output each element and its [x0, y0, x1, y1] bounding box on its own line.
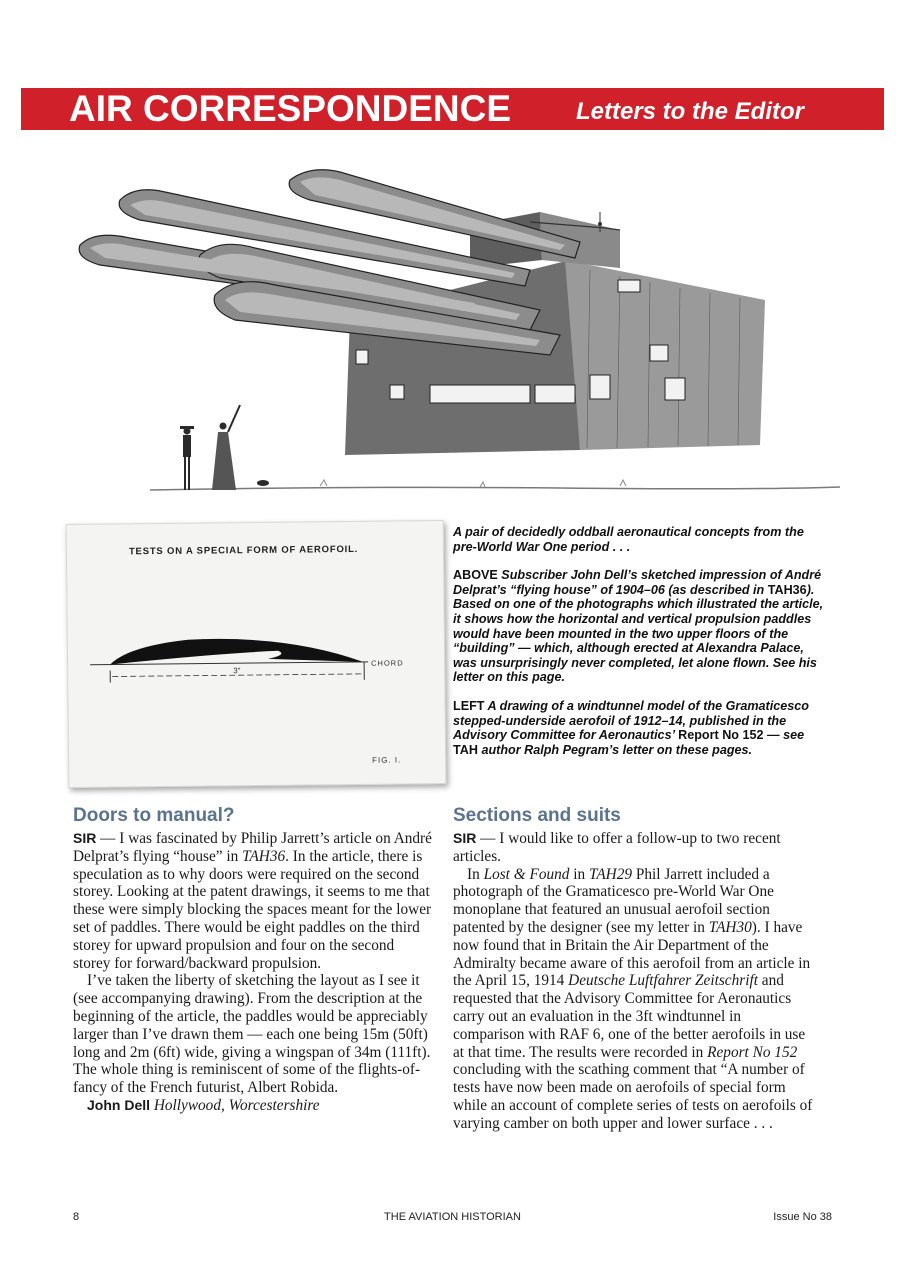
- letter-paragraph: I’ve taken the liberty of sketching the layout as I see it (see accompanying drawing). From the description at the beginning of the article, the paddles would be appreciably larger than I’ve drawn them — each one being 15m (50ft) long and 2m (6ft) wide, giving a wingspan of 34m (111ft). The whole thing is reminiscent of some of the flights-of-fancy of the French futurist, Albert Robida.: [73, 972, 431, 1097]
- letter-sections-and-suits: [453, 806, 813, 1133]
- aerofoil-figure: [66, 520, 447, 788]
- caption-intro: A pair of decidedly oddball aeronautical concepts from the pre-World War One period . . .: [453, 525, 804, 554]
- letter-paragraph: SIR — I would like to offer a follow-up to two recent articles.: [453, 830, 781, 865]
- issue-number: Issue No 38: [773, 1211, 832, 1223]
- page-number: 8: [73, 1211, 80, 1223]
- letter-paragraph: In Lost & Found in TAH29 Phil Jarrett included a photograph of the Gramaticesco pre-World War One monoplane that featured an unusual aerofoil section patented by the designer (see my letter in TAH30). I have now found that in Britain the Air Department of the Admiralty became aware of this aerofoil from an article in the April 15, 1914 Deutsche Luftfahrer Zeitschrift and requested that the Advisory Committee for Aeronautics carry out an evaluation in the 3ft windtunnel in comparison with RAF 6, one of the better aerofoils in use at that time. The results were recorded in Report No 152 concluding with the scathing comment that “A number of tests have now been made on aerofoils of special form while an account of complete series of tests on aerofoils of varying camber on both upper and lower surface . . .: [453, 865, 813, 1132]
- magazine-name: THE AVIATION HISTORIAN: [384, 1211, 521, 1223]
- caption-left: LEFT A drawing of a windtunnel model of the Gramaticesco stepped-underside aerofoil of 1912–14, published in the Advisory Committee for Aeronautics’ Report No 152 — see TAH author Ralph Pegram’s letter on these pages.: [453, 698, 809, 757]
- aerofoil-drawing: [67, 521, 446, 787]
- chord-label: CHORD: [371, 658, 404, 668]
- banner-subtitle: Letters to the Editor: [575, 98, 804, 125]
- figure-title: TESTS ON A SPECIAL FORM OF AEROFOIL.: [128, 543, 359, 558]
- dimension-label: 3": [233, 666, 241, 676]
- section-banner: [21, 88, 884, 130]
- figure-number: FIG. I.: [372, 755, 402, 765]
- letter-heading: Doors to manual?: [73, 805, 235, 826]
- letter-paragraph: SIR — I was fascinated by Philip Jarrett’s article on André Delprat’s flying “house” in TAH36. In the article, there is speculation as to why doors were required on the second storey. Looking at the patent drawings, it seems to me that these were simply blocking the spaces meant for the lower set of paddles. There would be eight paddles on the third storey for upward propulsion and four on the second storey for forward/backward propulsion.: [73, 830, 432, 972]
- caption-above: ABOVE Subscriber John Dell’s sketched impression of André Delprat’s “flying house” of 1904–06 (as described in TAH36). Based on one of the photographs which illustrated the article, it shows how the horizontal and vertical propulsion paddles would have been mounted in the two upper floors of the “building” — which, although erected at Alexandra Palace, was unsurprisingly never completed, let alone flown. See his letter on this page.: [453, 568, 824, 685]
- flying-house-illustration: [60, 150, 850, 510]
- letter-heading: Sections and suits: [453, 805, 621, 826]
- photo-caption: [453, 525, 825, 771]
- banner-title: AIR CORRESPONDENCE: [69, 88, 511, 129]
- letter-signature: John Dell Hollywood, Worcestershire: [87, 1096, 320, 1114]
- letter-doors-to-manual: [73, 806, 433, 1115]
